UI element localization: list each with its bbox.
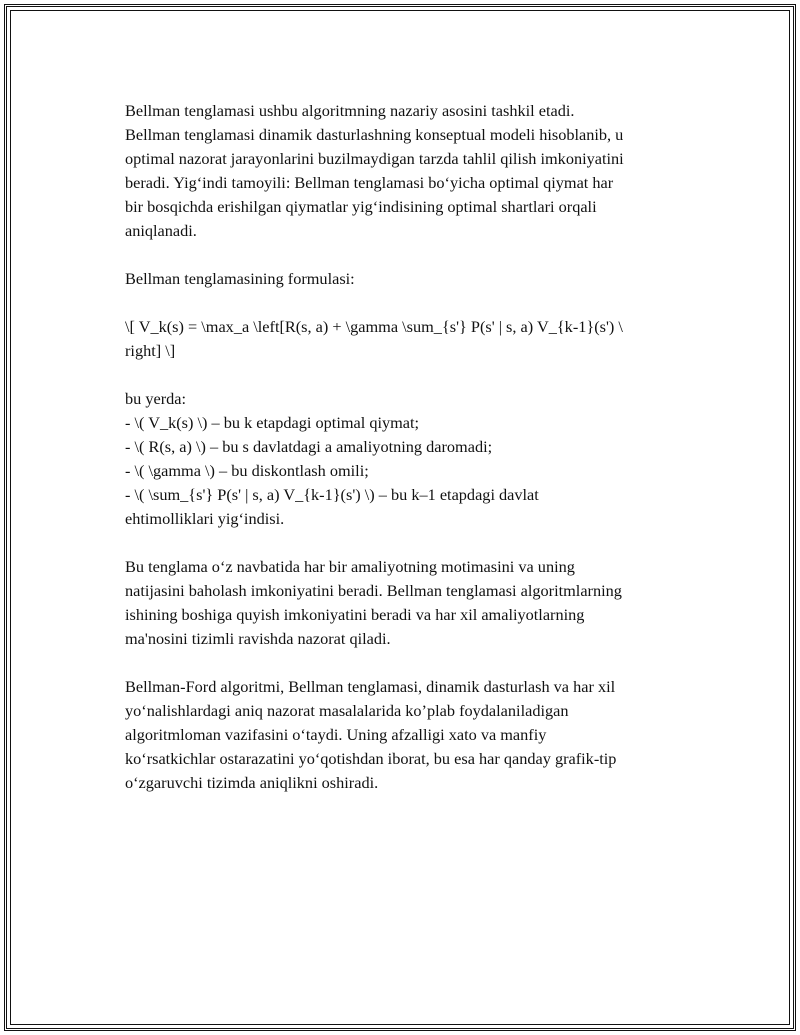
definition-item: - \( R(s, a) \) – bu s davlatdagi a amaliyotning daromadi; [125, 437, 493, 456]
text-line: yo‘nalishlardagi aniq nazorat masalalarida ko’plab foydalaniladigan [125, 701, 569, 720]
formula-line: right] \] [125, 341, 176, 360]
text-line: beradi. Yig‘indi tamoyili: Bellman tenglamasi bo‘yicha optimal qiymat har [125, 173, 614, 192]
text-line: Bellman tenglamasining formulasi: [125, 269, 355, 288]
text-line: Bu tenglama o‘z navbatida har bir amaliyotning motimasini va uning [125, 557, 575, 576]
page-frame [4, 4, 796, 1031]
paragraph-definitions [125, 387, 705, 531]
text-line: Bellman tenglamasi dinamik dasturlashning konseptual modeli hisoblanib, u [125, 125, 624, 144]
definition-item: - \( \sum_{s'} P(s' | s, a) V_{k-1}(s') \) – bu k–1 etapdagi davlat [125, 485, 539, 504]
text-line: bu yerda: [125, 389, 187, 408]
text-line: ma'nosini tizimli ravishda nazorat qiladi. [125, 629, 391, 648]
paragraph-formula-heading [125, 267, 705, 291]
formula-line: \[ V_k(s) = \max_a \left[R(s, a) + \gamma \sum_{s'} P(s' | s, a) V_{k-1}(s') \ [125, 317, 623, 336]
text-line: algoritmloman vazifasini o‘taydi. Uning afzalligi xato va manfiy [125, 725, 547, 744]
text-line: ehtimolliklari yig‘indisi. [125, 509, 285, 528]
document-body [125, 99, 705, 819]
text-line: ishining boshiga quyish imkoniyatini beradi va har xil amaliyotlarning [125, 605, 585, 624]
definition-item: - \( \gamma \) – bu diskontlash omili; [125, 461, 369, 480]
text-line: Bellman-Ford algoritmi, Bellman tenglamasi, dinamik dasturlash va har xil [125, 677, 616, 696]
text-line: aniqlanadi. [125, 221, 197, 240]
text-line: Bellman tenglamasi ushbu algoritmning nazariy asosini tashkil etadi. [125, 101, 575, 120]
text-line: bir bosqichda erishilgan qiymatlar yig‘indisining optimal shartlari orqali [125, 197, 597, 216]
text-line: ko‘rsatkichlar ostarazatini yo‘qotishdan iborat, bu esa har qanday grafik-tip [125, 749, 617, 768]
text-line: natijasini baholash imkoniyatini beradi. Bellman tenglamasi algoritmlarning [125, 581, 622, 600]
paragraph-conclusion [125, 675, 705, 795]
definition-item: - \( V_k(s) \) – bu k etapdagi optimal qiymat; [125, 413, 420, 432]
text-line: o‘zgaruvchi tizimda aniqlikni oshiradi. [125, 773, 379, 792]
paragraph-intro [125, 99, 705, 243]
text-line: optimal nazorat jarayonlarini buzilmaydigan tarzda tahlil qilish imkoniyatini [125, 149, 624, 168]
paragraph-explanation [125, 555, 705, 651]
paragraph-formula [125, 315, 705, 363]
